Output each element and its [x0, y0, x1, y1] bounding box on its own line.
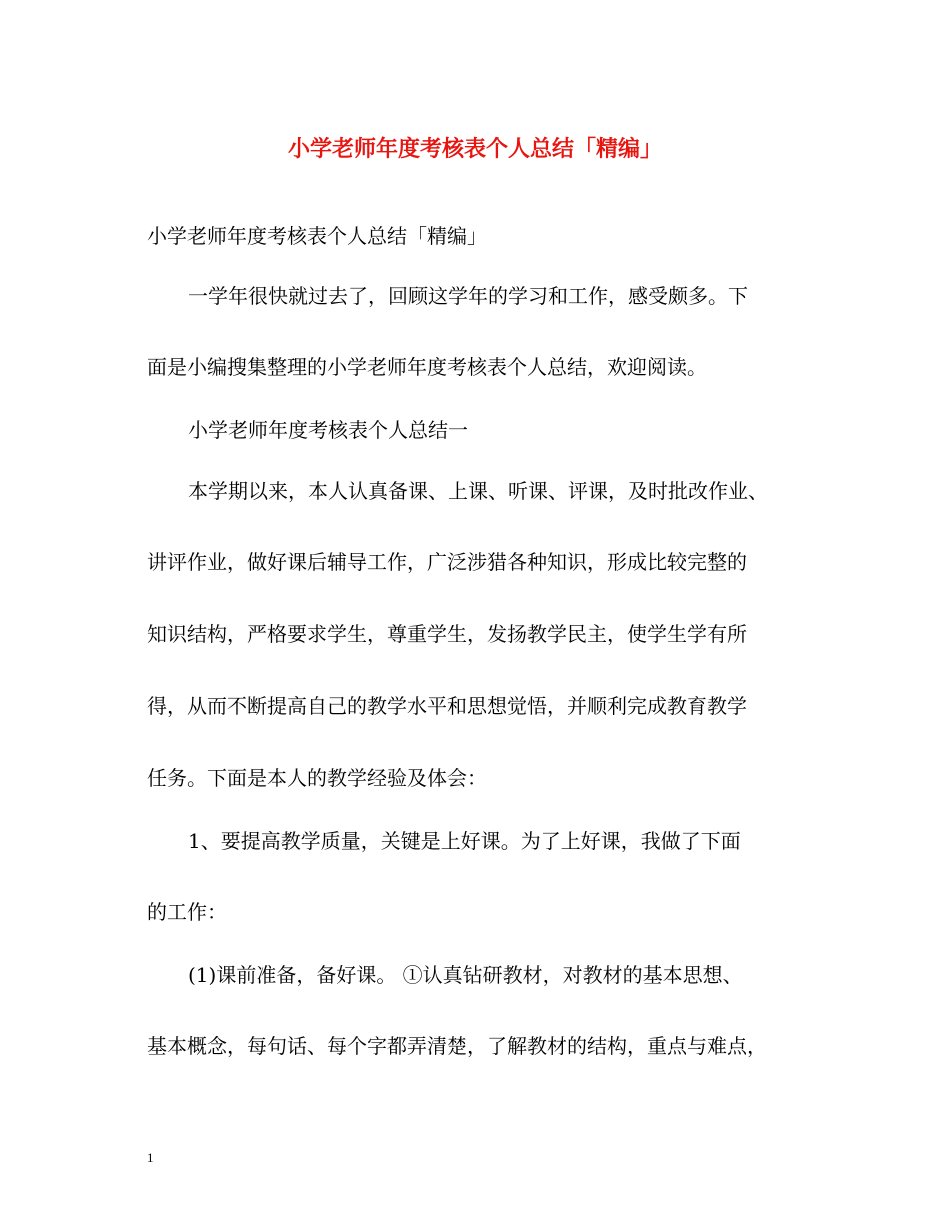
paragraph-line: 面是小编搜集整理的小学老师年度考核表个人总结，欢迎阅读。 [147, 355, 707, 379]
paragraph-line: 小学老师年度考核表个人总结一 [188, 418, 468, 442]
paragraph-line: 基本概念，每句话、每个字都弄清楚，了解教材的结构，重点与难点， [147, 1034, 767, 1058]
page-number: 1 [147, 1150, 154, 1165]
paragraph-line: 一学年很快就过去了，回顾这学年的学习和工作，感受颇多。下 [188, 284, 748, 308]
paragraph-line: 小学老师年度考核表个人总结「精编」 [147, 224, 487, 248]
paragraph-line: 1、要提高教学质量，关键是上好课。为了上好课，我做了下面 [188, 829, 741, 853]
paragraph-line: 任务。下面是本人的教学经验及体会： [147, 766, 487, 790]
paragraph-line: (1)课前准备，备好课。 ①认真钻研教材，对教材的基本思想、 [188, 963, 743, 987]
document-title: 小学老师年度考核表个人总结「精编」 [287, 136, 662, 162]
paragraph-line: 得，从而不断提高自己的教学水平和思想觉悟，并顺利完成教育教学 [147, 694, 747, 718]
paragraph-line: 讲评作业，做好课后辅导工作，广泛涉猎各种知识，形成比较完整的 [147, 550, 747, 574]
paragraph-line: 的工作： [147, 900, 227, 924]
paragraph-line: 本学期以来，本人认真备课、上课、听课、评课，及时批改作业、 [188, 479, 768, 503]
paragraph-line: 知识结构，严格要求学生，尊重学生，发扬教学民主，使学生学有所 [147, 622, 747, 646]
